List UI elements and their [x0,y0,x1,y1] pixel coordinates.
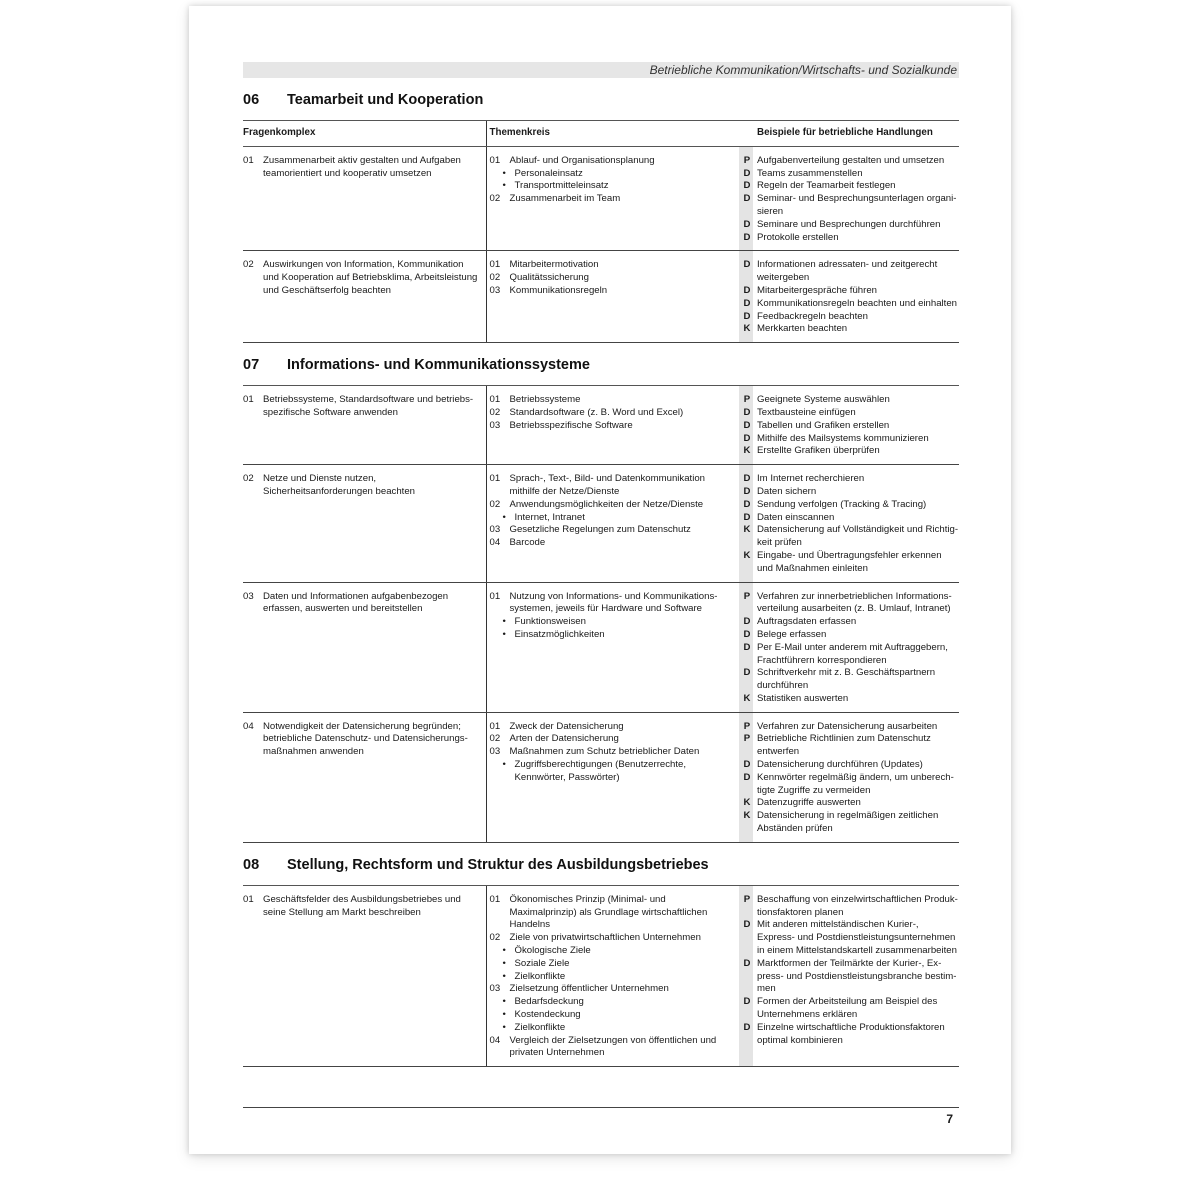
question-text: Notwendigkeit der Datensicherung begründen; betriebliche Datenschutz- und Datensicherungs-maßnahmen anwenden [263,720,468,758]
example-text: Verfahren zur innerbetrieblichen Informations-verteilung ausarbeiten (z. B. Umlauf, Intranet) [757,590,952,615]
curriculum-table [243,120,959,343]
bullet-text: Zugriffsberechtigungen (Benutzerrechte, Kennwörter, Passwörter) [514,759,687,783]
header-beispiele: Beispiele für betriebliche Handlungen [739,121,959,147]
example-text: Per E-Mail unter anderem mit Auftraggebern, Frachtführern korrespondieren [757,641,948,666]
example-item [743,893,959,920]
example-text: Erstellte Grafiken überprüfen [757,445,880,457]
example-category-letter: D [743,996,751,1008]
bullet-icon: • [502,945,506,957]
example-category-letter: D [743,511,751,523]
example-item [743,323,959,336]
example-text: Verfahren zur Datensicherung ausarbeiten [757,720,938,732]
example-item [743,692,959,706]
section-heading: Teamarbeit und Kooperation [287,92,484,108]
bullet-text: Zielkonflikte [514,970,566,982]
table-header-row [243,121,959,147]
topic-bullet [490,168,740,181]
example-text: Merkkarten beachten [757,323,848,335]
example-cell [739,465,959,582]
topic-item [490,746,740,759]
question-number: 02 [243,259,254,271]
example-category-letter: P [743,154,751,166]
example-category-letter: K [743,445,751,457]
section-number: 06 [243,92,260,108]
example-item [743,810,959,836]
page-content [243,62,959,1108]
question-cell [243,712,486,842]
topic-bullet [490,1009,740,1022]
example-text: Marktformen der Teilmärkte der Kurier-, Ex-press- und Postdienstleistungsbranche bestim-men [757,957,957,995]
example-text: Tabellen und Grafiken erstellen [757,419,890,431]
example-text: Statistiken auswerten [757,692,849,704]
bullet-text: Funktionsweisen [514,616,586,628]
header-themenkreis: Themenkreis [486,121,739,147]
topic-item [490,591,740,617]
example-cell [739,582,959,712]
example-category-letter: D [743,259,751,271]
topic-number: 02 [489,406,501,418]
example-item [743,628,959,642]
topic-number: 01 [489,259,501,271]
example-item [743,180,959,193]
question-text: Daten und Informationen aufgabenbezogen erfassen, auswerten und bereitstellen [263,590,449,615]
question-cell [243,251,486,343]
topic-text: Arten der Datensicherung [509,733,619,745]
topic-bullet [490,512,740,525]
example-item [743,720,959,734]
example-text: Feedbackregeln beachten [757,310,868,322]
example-category-letter: D [743,406,751,418]
example-cell [739,712,959,842]
example-text: Kennwörter regelmäßig ändern, um unberech-tigte Zugriffe zu vermeiden [757,771,954,796]
topic-bullet [490,945,740,958]
topic-text: Vergleich der Zielsetzungen von öffentlichen und privaten Unternehmen [509,1034,717,1059]
topic-number: 03 [489,284,501,296]
bullet-text: Personaleinsatz [514,167,583,179]
example-category-letter: D [743,310,751,322]
example-text: Mit anderen mittelständischen Kurier-, Express- und Postdienstleistungsunternehmen in einem Mittelstandskartell zusammenarbeiten [757,919,957,957]
example-item [743,445,959,458]
example-category-letter: D [743,957,751,969]
topic-item [490,932,740,945]
topic-text: Mitarbeitermotivation [509,259,599,271]
topic-text: Anwendungsmöglichkeiten der Netze/Dienste [509,498,704,510]
topic-number: 02 [489,733,501,745]
example-category-letter: D [743,432,751,444]
example-category-letter: D [743,771,751,783]
topic-number: 03 [489,419,501,431]
example-item [743,1021,959,1048]
example-text: Beschaffung von einzelwirtschaftlichen Produk-tionsfaktoren planen [757,893,958,918]
example-category-letter: K [743,810,751,822]
example-item [743,549,959,576]
topic-bullet [490,971,740,984]
section-title [243,857,959,873]
topic-bullet [490,958,740,971]
topic-item [490,272,740,285]
example-item [743,167,959,181]
example-cell [739,251,959,343]
example-text: Datenzugriffe auswerten [757,797,861,809]
topic-item [490,394,740,407]
example-text: Einzelne wirtschaftliche Produktionsfaktoren optimal kombinieren [757,1021,945,1046]
example-text: Regeln der Teamarbeit festlegen [757,180,896,192]
example-category-letter: D [743,231,751,243]
example-text: Aufgabenverteilung gestalten und umsetzen [757,154,945,166]
bullet-text: Bedarfsdeckung [514,996,584,1008]
example-text: Seminare und Besprechungen durchführen [757,218,941,230]
table-row [243,582,959,712]
bullet-text: Einsatzmöglichkeiten [514,628,605,640]
bullet-text: Internet, Intranet [514,511,585,523]
topic-text: Zielsetzung öffentlicher Unternehmen [509,983,669,995]
table-row [243,885,959,1066]
example-text: Kommunikationsregeln beachten und einhalten [757,297,958,309]
example-category-letter: K [743,549,751,561]
example-text: Mitarbeitergespräche führen [757,284,877,296]
example-item [743,154,959,168]
topic-number: 04 [489,1034,501,1046]
topic-text: Zusammenarbeit im Team [509,193,621,205]
question-text: Zusammenarbeit aktiv gestalten und Aufgaben teamorientiert und kooperativ umsetzen [263,154,461,179]
example-item [743,996,959,1022]
topic-number: 04 [489,537,501,549]
example-text: Geeignete Systeme auswählen [757,394,890,406]
curriculum-table [243,385,959,843]
example-category-letter: D [743,1021,751,1033]
topic-cell [486,146,739,251]
example-category-letter: D [743,919,751,931]
example-item [743,218,959,232]
topic-item [490,193,740,206]
bullet-icon: • [502,957,506,969]
topic-cell [486,582,739,712]
example-text: Seminar- und Besprechungsunterlagen organi-sieren [757,193,957,217]
example-text: Informationen adressaten- und zeitgerecht weitergeben [757,259,938,284]
running-header: Betriebliche Kommunikation/Wirtschafts- und Sozialkunde [243,62,959,78]
topic-number: 01 [489,394,501,406]
example-item [743,473,959,486]
question-cell [243,386,486,465]
example-item [743,641,959,668]
example-text: Auftragsdaten erfassen [757,616,857,628]
example-item [743,432,959,446]
section-title [243,92,959,108]
topic-cell [486,712,739,842]
topic-number: 02 [489,272,501,284]
question-text: Auswirkungen von Information, Kommunikation und Kooperation auf Betriebsklima, Arbeitsleistung und Geschäftserfolg beachten [263,259,478,296]
topic-item [490,499,740,512]
topic-number: 01 [489,473,501,485]
example-text: Textbausteine einfügen [757,406,856,418]
table-row [243,146,959,251]
table-row [243,712,959,842]
question-number: 01 [243,394,254,406]
example-category-letter: D [743,485,751,497]
example-item [743,231,959,245]
bullet-icon: • [502,167,506,179]
example-item [743,919,959,957]
topic-number: 02 [489,498,501,510]
topic-number: 02 [489,193,501,205]
example-item [743,667,959,693]
topic-bullet [490,629,740,642]
example-text: Teams zusammenstellen [757,167,863,179]
header-fragenkomplex: Fragenkomplex [243,121,486,147]
bullet-icon: • [502,1009,506,1021]
example-category-letter: D [743,616,751,628]
topic-text: Gesetzliche Regelungen zum Datenschutz [509,524,691,536]
topic-bullet [490,616,740,629]
example-item [743,259,959,285]
example-item [743,590,959,617]
example-category-letter: D [743,473,751,485]
topic-text: Nutzung von Informations- und Kommunikations-systemen, jeweils für Hardware und Software [509,590,718,615]
bullet-icon: • [502,616,506,628]
example-item [743,957,959,996]
example-item [743,284,959,298]
topic-item [490,259,740,272]
example-text: Formen der Arbeitsteilung am Beispiel des Unternehmens erklären [757,996,938,1021]
example-item [743,733,959,759]
bullet-icon: • [502,759,506,771]
question-text: Geschäftsfelder des Ausbildungsbetriebes und seine Stellung am Markt beschreiben [263,893,461,918]
example-item [743,193,959,219]
example-text: Datensicherung in regelmäßigen zeitlichen Abständen prüfen [757,810,939,835]
example-cell [739,146,959,251]
footer-rule [243,1107,959,1108]
topic-item [490,473,740,499]
topic-text: Ablauf- und Organisationsplanung [509,154,655,166]
example-item [743,394,959,407]
bullet-icon: • [502,996,506,1008]
example-category-letter: D [743,759,751,771]
topic-text: Kommunikationsregeln [509,284,608,296]
topic-item [490,407,740,420]
example-category-letter: D [743,297,751,309]
topic-bullet [490,996,740,1009]
example-text: Eingabe- und Übertragungsfehler erkennen und Maßnahmen einleiten [757,549,942,574]
example-item [743,406,959,420]
example-category-letter: D [743,218,751,230]
topic-text: Zweck der Datensicherung [509,720,624,732]
table-row [243,465,959,582]
example-text: Datensicherung auf Vollständigkeit und Richtig-keit prüfen [757,524,959,549]
question-number: 02 [243,473,254,485]
bullet-icon: • [502,511,506,523]
example-item [743,797,959,810]
topic-item [490,524,740,537]
topic-number: 03 [489,746,501,758]
question-cell [243,582,486,712]
section-number: 07 [243,357,260,374]
topic-cell [486,386,739,465]
example-text: Im Internet recherchieren [757,473,865,485]
topic-item [490,155,740,168]
example-category-letter: P [743,733,751,745]
example-category-letter: D [743,498,751,510]
example-cell [739,386,959,465]
topic-bullet [490,180,740,193]
example-text: Sendung verfolgen (Tracking & Tracing) [757,498,927,510]
example-category-letter: D [743,667,751,679]
topic-number: 03 [489,524,501,536]
example-text: Daten einscannen [757,511,835,523]
topic-item [490,983,740,996]
example-category-letter: P [743,394,751,406]
section-heading: Stellung, Rechtsform und Struktur des Ausbildungsbetriebes [287,856,709,873]
topic-item [490,537,740,550]
section-heading: Informations- und Kommunikationssysteme [287,357,590,374]
topic-item [490,285,740,298]
bullet-text: Soziale Ziele [514,957,570,969]
topic-number: 01 [489,590,501,602]
example-item [743,616,959,629]
table-row [243,386,959,465]
topic-cell [486,465,739,582]
topic-item [490,420,740,433]
question-number: 01 [243,893,254,905]
topic-cell [486,251,739,343]
bullet-text: Transportmitteleinsatz [514,180,609,192]
example-text: Belege erfassen [757,628,827,640]
topic-cell [486,885,739,1066]
topic-text: Ökonomisches Prinzip (Minimal- und Maximalprinzip) als Grundlage wirtschaftlichen Handelns [509,893,708,931]
example-item [743,759,959,772]
topic-bullet [490,759,740,785]
topic-number: 02 [489,932,501,944]
question-text: Netze und Dienste nutzen, Sicherheitsanforderungen beachten [263,473,416,497]
question-cell [243,885,486,1066]
topic-text: Barcode [509,537,546,549]
example-item [743,297,959,311]
topic-text: Sprach-, Text-, Bild- und Datenkommunikation mithilfe der Netze/Dienste [509,473,706,497]
bullet-icon: • [502,1021,506,1033]
question-text: Betriebssysteme, Standardsoftware und betriebs-spezifische Software anwenden [263,394,474,418]
question-number: 01 [243,154,254,166]
example-category-letter: P [743,590,751,602]
example-item [743,524,959,550]
example-text: Daten sichern [757,485,817,497]
bullet-text: Kostendeckung [514,1009,581,1021]
example-category-letter: D [743,641,751,653]
example-category-letter: D [743,193,751,205]
example-text: Betriebliche Richtlinien zum Datenschutz entwerfen [757,733,931,758]
example-item [743,511,959,525]
topic-text: Ziele von privatwirtschaftlichen Unternehmen [509,932,701,944]
example-item [743,498,959,512]
example-item [743,310,959,324]
example-cell [739,885,959,1066]
topic-number: 03 [489,983,501,995]
topic-text: Betriebssysteme [509,394,581,406]
example-category-letter: K [743,524,751,536]
question-number: 04 [243,720,254,732]
topic-text: Standardsoftware (z. B. Word und Excel) [509,406,684,418]
section-title [243,357,959,373]
example-category-letter: D [743,180,751,192]
topic-item [490,721,740,734]
question-cell [243,465,486,582]
example-category-letter: D [743,284,751,296]
example-text: Mithilfe des Mailsystems kommunizieren [757,432,929,444]
topic-item [490,733,740,746]
topic-number: 01 [489,154,501,166]
example-category-letter: P [743,893,751,905]
example-item [743,771,959,798]
topic-bullet [490,1022,740,1035]
example-category-letter: K [743,797,751,809]
topic-item [490,1035,740,1061]
section-number: 08 [243,856,260,873]
example-category-letter: K [743,323,751,335]
topic-text: Betriebsspezifische Software [509,419,633,431]
example-category-letter: D [743,167,751,179]
curriculum-table [243,885,959,1067]
example-category-letter: K [743,692,751,704]
example-text: Schriftverkehr mit z. B. Geschäftspartnern durchführen [757,667,936,692]
question-number: 03 [243,590,254,602]
topic-number: 01 [489,893,501,905]
bullet-text: Ökologische Ziele [514,945,591,957]
bullet-icon: • [502,628,506,640]
example-category-letter: D [743,419,751,431]
example-category-letter: D [743,628,751,640]
topic-number: 01 [489,720,501,732]
bullet-icon: • [502,970,506,982]
page-number: 7 [946,1112,953,1126]
document-page [189,6,1011,1154]
example-item [743,419,959,433]
topic-item [490,894,740,932]
example-category-letter: P [743,720,751,732]
example-item [743,485,959,499]
example-text: Datensicherung durchführen (Updates) [757,759,923,771]
question-cell [243,146,486,251]
example-text: Protokolle erstellen [757,231,839,243]
topic-text: Qualitätssicherung [509,272,589,284]
topic-text: Maßnahmen zum Schutz betrieblicher Daten [509,746,700,758]
table-row [243,251,959,343]
bullet-icon: • [502,180,506,192]
bullet-text: Zielkonflikte [514,1021,566,1033]
